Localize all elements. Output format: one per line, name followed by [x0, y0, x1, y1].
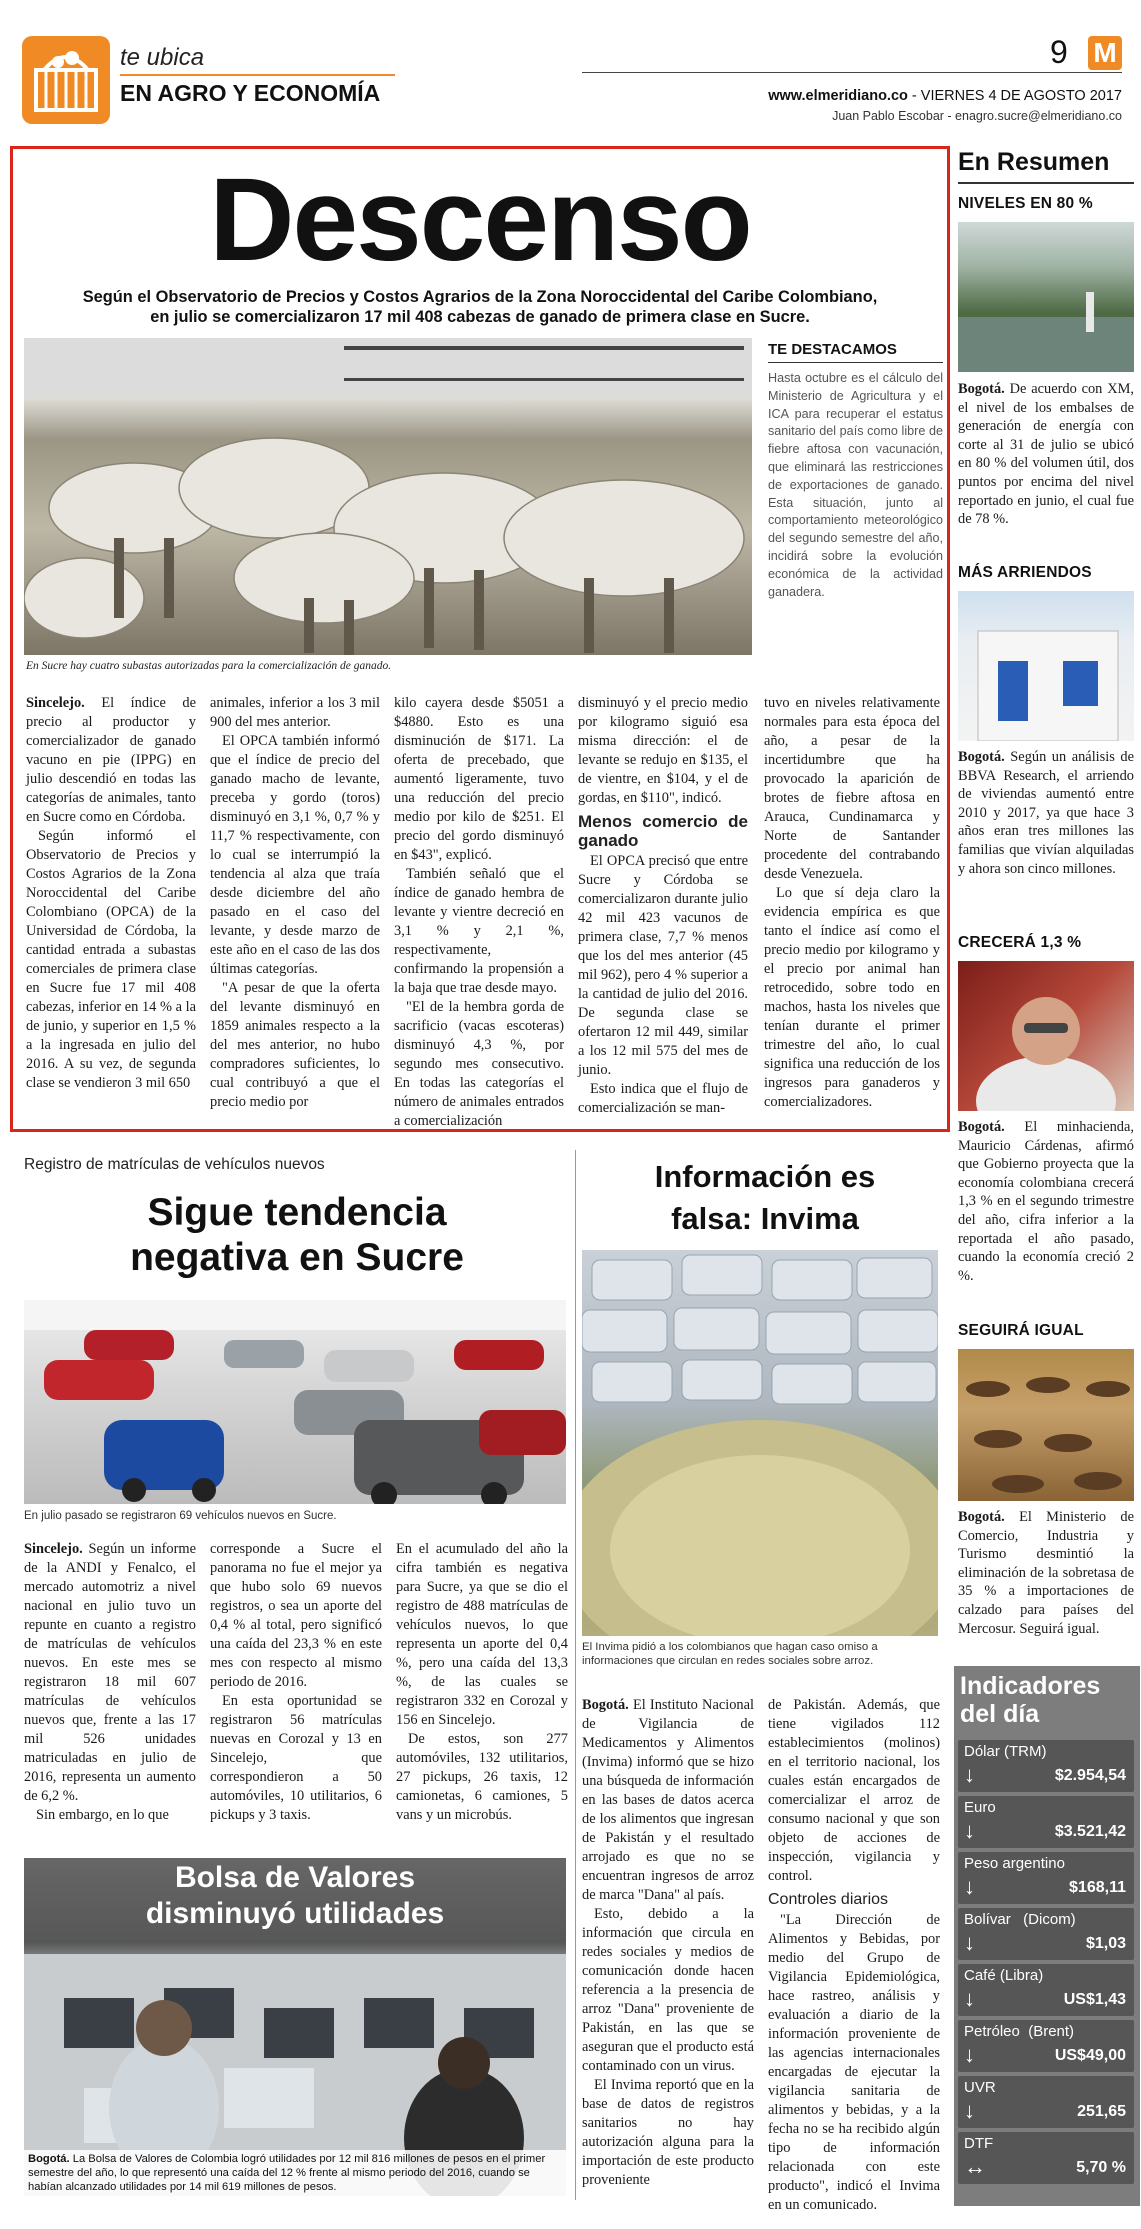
arrow-down-icon: ↓	[964, 1986, 975, 2011]
resumen-item-1-text	[958, 380, 1134, 529]
indicator-name: UVR	[964, 2079, 996, 2096]
section-logo	[22, 36, 110, 124]
indicator-name: Peso argentino	[964, 1855, 1065, 1872]
indicator-card-dtf	[958, 2132, 1134, 2184]
autos-photo	[24, 1300, 566, 1504]
arrow-down-icon: ↓	[964, 1874, 975, 1899]
main-col-2	[210, 694, 380, 1112]
resumen-item-4-body: El Ministerio de Comercio, Industria y Turismo desmintió la eliminación de la sobretasa de 35 % a importaciones de calzado para países del Mercosur. Seguirá igual.	[958, 1509, 1134, 1637]
resumen-item-2-body: Según un análisis de BBVA Research, el arriendo de viviendas aumentó entre 2010 y 2017, ya que hace 3 años eran tres millones las familias que vivían alquiladas y ahora son cinco millones.	[958, 749, 1134, 877]
cattle-illustration	[24, 338, 752, 655]
invima-subhead: Controles diarios	[768, 1891, 889, 1908]
indicator-value: $1,03	[1085, 1935, 1126, 1952]
main-photo-caption: En Sucre hay cuatro subastas autorizadas para la comercialización de ganado.	[26, 660, 392, 672]
autos-caption: En julio pasado se registraron 69 vehículos nuevos en Sucre.	[24, 1510, 337, 1522]
main-col2-p3: "A pesar de que la oferta del levante disminuyó en 1859 animales respecto a la del mes anterior, no hubo compradores suficientes, lo cual contribuyó a que el precio medio por	[210, 980, 380, 1110]
header-rule	[120, 74, 395, 76]
house-illustration	[958, 591, 1134, 741]
indicator-card-euro	[958, 1796, 1134, 1848]
invima-col-2	[768, 1696, 940, 2215]
invima-col2-p1: de Pakistán. Además, que tiene vigilados 112 establecimientos (molinos) en el territorio nacional, los cuales están encargados de comercializar el arroz de consumo nacional y que son objeto de acciones de inspección, vigilancia y control.	[768, 1697, 940, 1884]
main-col3-p1: kilo cayera desde $5051 a $4880. Esto es una disminución de $171. La oferta de precebado, que aumentó ligeramente, tuvo una reducción del precio medio por kilo de $251. El precio del gordo disminuyó en $43", explicó.	[394, 695, 564, 863]
highlight-box-title: TE DESTACAMOS	[768, 341, 897, 358]
indicator-value: US$1,43	[1063, 1991, 1126, 2008]
main-col2-p2: El OPCA también informó que el índice de precio del ganado macho de levante, preceba y gordo (toros) disminuyó en 3,1 %, 0,7 % y 11,7 % respectivamente, con lo cual se interrumpió la tendencia al alza que traía desde diciembre del año pasado en el caso del levante, y desde marzo de este año en el caso de las dos últimas categorías.	[210, 733, 380, 977]
resumen-item-3-dateline: Bogotá.	[958, 1119, 1005, 1135]
resumen-item-4-text	[958, 1508, 1134, 1638]
autos-col3-p1: En el acumulado del año la cifra también es negativa para Sucre, ya que se dio el registro de 488 matrículas de vehículos nuevos, lo que representa un aporte del 0,4 %, pero una caída del 13,3 %, de las cuales se registraron 332 en Corozal y 156 en Sincelejo.	[396, 1541, 568, 1728]
invima-col2-p2: "La Dirección de Alimentos y Bebidas, por medio del Grupo de Vigilancia Epidemiológica, hace rastreo, análisis y evaluación a diario de la información proveniente de las agencias internacionales encargadas de ejecutar la vigilancia sanitaria de alimentos y bebidas, y a la fecha no se ha recibido algún tipo de información relacionada con este producto", indicó el Invima en un comunicado.	[768, 1912, 940, 2213]
arrow-down-icon: ↓	[964, 1762, 975, 1787]
invima-headline-line-2: falsa: Invima	[671, 1201, 859, 1236]
indicator-card-bolivar	[958, 1908, 1134, 1960]
indicator-value: $3.521,42	[1054, 1823, 1126, 1840]
resumen-photo-house	[958, 591, 1134, 741]
shoes-illustration	[958, 1349, 1134, 1501]
arrow-down-icon: ↓	[964, 1930, 975, 1955]
indicator-card-uvr	[958, 2076, 1134, 2128]
invima-caption: El Invima pidió a los colombianos que hagan caso omiso a informaciones que circulan en redes sociales sobre arroz.	[582, 1641, 878, 1667]
autos-col2-p1: corresponde a Sucre el panorama no fue el mejor ya que hubo solo 69 nuevos registros, o sea un aporte del 0,4 % al total, pero significó una caída del 23,3 % en este mes con respecto al mismo periodo de 2016.	[210, 1541, 382, 1690]
main-col4-p1: disminuyó y el precio medio por kilogramo siguió esa misma dirección: el de levante se redujo en $135, el de vientre, en $104, y el de gordas, en $110", indicó.	[578, 695, 748, 806]
indicator-value: 251,65	[1077, 2103, 1126, 2120]
autos-col1-p1: Según un informe de la ANDI y Fenalco, el mercado automotriz a nivel nacional en julio tuvo un repunte en cuanto a registro de matrículas de vehículos nuevos. En este mes se registraron 18 mil 607 matrículas de vehículos nuevos que, frente a las 17 mil 526 unidades matriculadas en julio de 2016, representa un aumento de 6,2 %.	[24, 1541, 196, 1804]
main-col-4	[578, 694, 748, 1118]
invima-dateline: Bogotá.	[582, 1697, 629, 1713]
indicator-card-peso-argentino	[958, 1852, 1134, 1904]
arrow-down-icon: ↓	[964, 2042, 975, 2067]
invima-col1-p3: El Invima reportó que en la base de datos de registros sanitarios no hay autorización alguna para la importación de este producto proveniente	[582, 2077, 754, 2188]
arrow-down-icon: ↓	[964, 2098, 975, 2123]
autos-col-3	[396, 1540, 568, 1825]
page-number: 9	[1050, 34, 1068, 70]
resumen-item-1-title: NIVELES EN 80 %	[958, 195, 1093, 212]
resumen-photo-shoes	[958, 1349, 1134, 1501]
section-kicker: te ubica	[120, 44, 205, 71]
bolsa-caption	[24, 2150, 566, 2204]
autos-col-1	[24, 1540, 196, 1825]
resumen-item-3-body: El minhacienda, Mauricio Cárdenas, afirmó que Gobierno proyecta que la economía colombiana crecerá 1,3 % en el segundo trimestre del año, cifra inferior a la reportada el año pasado, cuando la economía creció 2 %.	[958, 1119, 1134, 1284]
main-col5-p1: tuvo en niveles relativamente normales para esta época del año, a pesar de la incertidumbre que ha provocado la aparición de brotes de fiebre aftosa en Arauca, Cundinamarca y Norte de Santander procedente del contrabando desde Venezuela.	[764, 695, 940, 882]
indicator-card-dolar	[958, 1740, 1134, 1792]
autos-headline-line-2: negativa en Sucre	[130, 1236, 464, 1279]
resumen-photo-dam	[958, 222, 1134, 372]
resumen-item-2-title: MÁS ARRIENDOS	[958, 564, 1092, 581]
indicator-name: Euro	[964, 1799, 996, 1816]
autos-headline-line-1: Sigue tendencia	[147, 1191, 447, 1234]
resumen-rule	[958, 182, 1134, 184]
autos-col-2	[210, 1540, 382, 1825]
autos-headline	[14, 1190, 580, 1280]
indicadores-title-line-2: del día	[960, 1700, 1040, 1728]
resumen-item-1-body: De acuerdo con XM, el nivel de los embalses de generación de energía con corte al 31 de julio se ubicó en 80 % del volumen útil, dos puntos por encima del nivel reportado en junio, el cual fue de 78 %.	[958, 381, 1134, 528]
rice-sacks-illustration	[582, 1250, 938, 1636]
resumen-item-4-dateline: Bogotá.	[958, 1509, 1005, 1525]
indicator-card-cafe	[958, 1964, 1134, 2016]
rice-photo	[582, 1250, 938, 1636]
indicator-card-petroleo	[958, 2020, 1134, 2072]
autos-col2-p2: En esta oportunidad se registraron 56 matrículas nuevas en Corozal y 13 en Sincelejo, que correspondieron a 50 automóviles, 10 utilitarios, 6 pickups y 3 taxis.	[210, 1693, 382, 1823]
indicadores-title	[960, 1672, 1100, 1728]
main-col-3	[394, 694, 564, 1131]
cattle-photo	[24, 338, 752, 655]
invima-col-1	[582, 1696, 754, 2190]
main-headline: Descenso	[209, 154, 751, 286]
invima-col1-p2: Esto, debido a la información que circula en redes sociales y medios de comunicación donde hacen referencia a la presencia de arroz "Dana" proveniente de Pakistán, en las que se aseguran que el producto está contaminado con un virus.	[582, 1906, 754, 2074]
main-col2-p1: animales, inferior a los 3 mil 900 del mes anterior.	[210, 695, 380, 730]
main-subhead: Menos comercio de ganado	[578, 812, 748, 850]
car-lot-illustration	[24, 1300, 566, 1504]
section-title: EN AGRO Y ECONOMÍA	[120, 80, 381, 106]
dateline-bar	[768, 88, 1122, 104]
autos-col1-p2: Sin embargo, en lo que	[36, 1807, 169, 1823]
resumen-item-1-dateline: Bogotá.	[958, 381, 1005, 397]
autos-kicker: Registro de matrículas de vehículos nuevos	[24, 1156, 325, 1173]
indicadores-title-line-1: Indicadores	[960, 1672, 1101, 1700]
indicator-name: Café (Libra)	[964, 1967, 1044, 1984]
indicator-value: US$49,00	[1054, 2047, 1126, 2064]
bolsa-headline-line-1: Bolsa de Valores	[174, 1861, 416, 1894]
main-col3-p2: También señaló que el índice de ganado hembra de levante y vientre decreció en 3,1 % y 2,1 %, respectivamente, confirmando la propensión a la baja que trae desde mayo.	[394, 866, 564, 996]
highlight-box-text: Hasta octubre es el cálculo del Ministerio de Agricultura y el ICA para recuperar el estatus sanitario del país como libre de fiebre aftosa con vacunación, que eliminará las restricciones de exportaciones de ganado. Esta situación, junto al comportamiento meteorológico del segundo semestre del año, incidirá sobre la evolución económica de la actividad ganadera.	[768, 371, 943, 599]
issue-date: - VIERNES 4 DE AGOSTO 2017	[907, 88, 1122, 104]
column-divider	[575, 1150, 576, 2200]
main-col5-p2: Lo que sí deja claro la evidencia empírica es que tanto el índice así como el precio medio por kilogramo y el precio por animal han retrocedido, sobre todo en machos, hasta los niveles que tenían durante el primer trimestre del año, lo cual significa una reducción de los ingresos para ganaderos y comercializadores.	[764, 885, 940, 1110]
main-col-5	[764, 694, 940, 1112]
resumen-item-3-title: CRECERÁ 1,3 %	[958, 934, 1082, 951]
person-illustration	[958, 961, 1134, 1111]
main-dateline: Sincelejo.	[26, 695, 85, 711]
resumen-item-4-title: SEGUIRÁ IGUAL	[958, 1322, 1084, 1339]
indicator-value: $168,11	[1069, 1879, 1126, 1896]
resumen-item-2-dateline: Bogotá.	[958, 749, 1005, 765]
site-url[interactable]: www.elmeridiano.co	[768, 88, 908, 104]
indicator-name: Dólar (TRM)	[964, 1743, 1047, 1760]
indicator-name: Petróleo (Brent)	[964, 2023, 1075, 2040]
basket-icon	[22, 36, 110, 124]
deck-line-2: en julio se comercializaron 17 mil 408 cabezas de ganado de primera clase en Sucre.	[150, 308, 810, 326]
brand-logo: M	[1088, 36, 1122, 70]
main-col1-p2: Según informó el Observatorio de Precios y Costos Agrarios de la Zona Noroccidental del Caribe Colombiano (OPCA) de la Universidad de Córdoba, la cantidad entrada a subastas comerciales de primera clase en Sucre fue 17 mil 408 cabezas, inferior en 14 % a la de junio, y superior en 1,5 % a la ingresada en julio del 2016. A su vez, de segunda clase se vendieron 3 mil 650	[26, 828, 196, 1091]
header-top-rule	[582, 72, 1122, 73]
bolsa-headline-line-2: disminuyó utilidades	[145, 1897, 445, 1930]
deck-line-1: Según el Observatorio de Precios y Costos Agrarios de la Zona Noroccidental del Caribe Colombiano,	[82, 288, 878, 306]
bolsa-dateline: Bogotá.	[28, 2153, 70, 2165]
invima-headline-line-1: Información es	[654, 1159, 876, 1194]
main-col3-p3: "El de la hembra gorda de sacrificio (vacas escoteras) disminuyó 4,3 %, por segundo mes consecutivo. En todas las categorías el número de animales entrados a comercialización	[394, 999, 564, 1129]
main-col4-p3: Esto indica que el flujo de comercialización se man-	[578, 1081, 748, 1116]
indicator-value: 5,70 %	[1076, 2159, 1126, 2176]
arrow-down-icon: ↓	[964, 1818, 975, 1843]
resumen-item-2-text	[958, 748, 1134, 878]
indicator-value: $2.954,54	[1054, 1767, 1126, 1784]
highlight-box-rule	[768, 362, 943, 363]
invima-headline	[580, 1156, 950, 1240]
bolsa-caption-text: La Bolsa de Valores de Colombia logró utilidades por 12 mil 816 millones de pesos en el primer semestre del año, lo que representó una caída del 12 % frente al mismo periodo del 2016, cuando se habían alcanzado utilidades por 14 mil 619 millones de pesos.	[28, 2153, 546, 2193]
resumen-photo-minister	[958, 961, 1134, 1111]
bolsa-headline	[24, 1858, 566, 1954]
resumen-title: En Resumen	[958, 148, 1110, 176]
invima-col1-p1: El Instituto Nacional de Vigilancia de Medicamentos y Alimentos (Invima) informó que se hizo una búsqueda de información en las bases de datos acerca de los alimentos que ingresan de Pakistán y el resultado arrojado es que no se encuentran ingresos de arroz de marca "Dana" al país.	[582, 1697, 754, 1903]
author-line: Juan Pablo Escobar - enagro.sucre@elmeridiano.co	[832, 109, 1122, 123]
resumen-item-3-text	[958, 1118, 1134, 1285]
indicator-name: Bolívar (Dicom)	[964, 1911, 1076, 1928]
arrow-stable-icon: ↔	[964, 2154, 986, 2179]
main-col-1	[26, 694, 196, 1093]
indicator-name: DTF	[964, 2135, 994, 2152]
main-col4-p2: El OPCA precisó que entre Sucre y Córdoba se comercializaron durante julio 42 mil 423 vacunos de primera clase, 7,7 % menos que los del mes anterior (45 mil 962), pero 4 % superior a la cantidad de julio del 2016. De segunda clase se ofertaron 12 mil 449, similar a los 12 mil 575 del mes de junio.	[578, 853, 748, 1078]
main-deck	[20, 287, 940, 327]
autos-dateline: Sincelejo.	[24, 1541, 83, 1557]
main-col1-p1: El índice de precio al productor y comercializador de ganado vacuno en pie (IPPG) en julio descendió en todas las categorías de animales, tanto en Sucre como en Córdoba.	[26, 695, 196, 825]
autos-col3-p2: De estos, son 277 automóviles, 132 utilitarios, 27 pickups, 26 taxis, 12 camionetas, 6 camiones, 5 vans y un microbús.	[396, 1731, 568, 1823]
reservoir-illustration	[958, 222, 1134, 372]
